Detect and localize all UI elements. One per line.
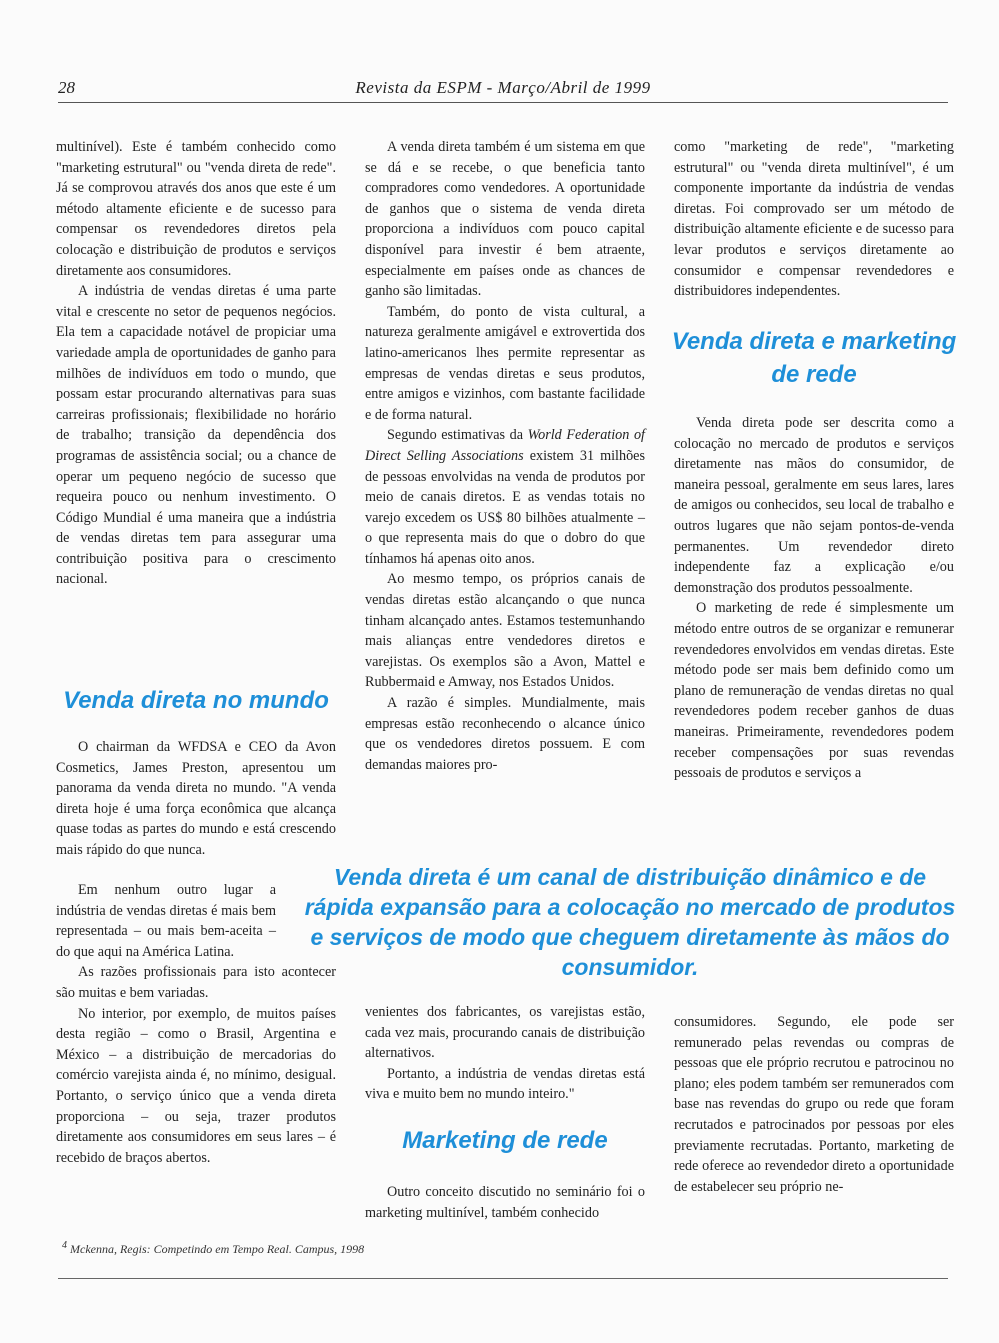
- section-heading-marketing-de-rede: Marketing de rede: [402, 1127, 608, 1154]
- paragraph: A razão é simples. Mundialmente, mais empresas estão reconhecendo o alcance único que os vendedores diretos possuem. E com demandas maiores pro-: [365, 695, 645, 773]
- text-run: Segundo estimativas da: [387, 427, 528, 444]
- paragraph: A venda direta também é um sistema em que se dá e se recebe, o que beneficia tanto compradores como vendedores. A oportunidade de ganhos que o sistema de venda direta proporciona a indivíduos com pouco capital disponível para investir é bem atraente, especialmente em países onde as chances de ganho são limitadas.: [365, 139, 645, 300]
- paragraph: O chairman da WFDSA e CEO da Avon Cosmetics, James Preston, apresentou um panorama da venda direta no mundo. "A venda direta hoje é uma força econômica que alcança quase todas as partes do mundo e está crescendo mais rápido do que nunca.: [56, 739, 336, 858]
- paragraph: consumidores. Segundo, ele pode ser remunerado pelas revendas ou compras de pessoas que ele próprio recrutou e patrocinou no plano; eles podem também ser remunerados com base nas revendas do grupo ou rede que foram recrutados e patrocinados por pessoas por eles previamente recrutadas. Portanto, marketing de rede oferece ao revendedor direto a oportunidade de estabelecer seu próprio ne-: [674, 1014, 954, 1195]
- column-1-middle: [56, 737, 336, 861]
- column-3-top: [674, 137, 954, 302]
- paragraph: Venda direta pode ser descrita como a colocação no mercado de produtos e serviços diretamente nas mãos do consumidor, de maneira pessoal, geralmente em seus lares, lares de amigos ou conhecidos, seu local de trabalho e outros lugares que não sejam pontos-de-venda permanentes. Um revendedor direto independente faz a explicação e/ou demonstração dos produtos pessoalmente.: [674, 415, 954, 596]
- paragraph: A indústria de vendas diretas é uma parte vital e crescente no setor de pequenos negócios. Ela tem a capacidade notável de propiciar uma variedade ampla de oportunidades de ganho para milhões de indivíduos em todo o mundo, que possam estar procurando alternativas para suas carreiras profissionais; flexibilidade no horário de trabalho; transição da dependência dos programas de assistência social; ou a chance de operar um pequeno negócio de sucesso que requeira pouco ou nenhum investimento. O Código Mundial é uma maneira que a indústria de vendas diretas tem para assegurar uma contribuição positiva para o crescimento nacional.: [56, 283, 336, 588]
- journal-title: Revista da ESPM - Março/Abril de 1999: [355, 78, 651, 97]
- paragraph: Em nenhum outro lugar a indústria de vendas diretas é mais bem representada – ou mais bem-aceita – do que aqui na América Latina.: [56, 882, 276, 960]
- column-1-bottom: [56, 880, 336, 1168]
- column-3-middle: [674, 413, 954, 784]
- column-2-top: [365, 137, 645, 775]
- footnote-marker: 4: [62, 1240, 67, 1251]
- column-3-bottom: [674, 1012, 954, 1197]
- paragraph: No interior, por exemplo, de muitos países desta região – como o Brasil, Argentina e México – a distribuição de mercadorias do comércio varejista ainda é, no mínimo, desigual. Portanto, o serviço único que a venda direta proporciona – ou seja, trazer produtos diretamente aos consumidores em seus lares – é recebido de braços abertos.: [56, 1005, 336, 1166]
- column-1-top: [56, 137, 336, 590]
- paragraph: Outro conceito discutido no seminário foi o marketing multinível, também conhecido: [365, 1184, 645, 1221]
- paragraph: O marketing de rede é simplesmente um método entre outros de se organizar e remunerar revendedores envolvidos em vendas diretas. Este método pode ser mais bem definido como um plano de remuneração de vendas diretas no qual revendedores podem receber ganhos de duas maneiras. Primeiramente, revendedores podem receber compensações por suas revendas pessoais de produtos e serviços a: [674, 600, 954, 782]
- footnote: [62, 1240, 662, 1257]
- section-heading-venda-direta-e-marketing-de-rede: Venda direta e marketing de rede: [671, 328, 957, 388]
- paragraph: Ao mesmo tempo, os próprios canais de vendas diretas estão alcançando o que nunca tinham alcançado antes. Estamos testemunhando mais alianças entre vendedores diretos e varejistas. Os exemplos são a Avon, Mattel e Rubbermaid e Amway, nos Estados Unidos.: [365, 571, 645, 691]
- header-rule: [58, 102, 948, 103]
- footer-rule: [58, 1278, 948, 1279]
- column-2-bottom: [365, 1002, 645, 1105]
- paragraph: como "marketing de rede", "marketing estrutural" ou "venda direta multinível", é um componente importante da indústria de vendas diretas. Foi comprovado ser um método de distribuição altamente eficiente e de sucesso para levar produtos e serviços diretamente ao consumidor e compensar revendedores e distribuidores independentes.: [674, 139, 954, 300]
- pull-quote: Venda direta é um canal de distribuição dinâmico e de rápida expansão para a colocação no mercado de produtos e serviços de modo que cheguem diretamente às mãos do consumidor.: [304, 864, 956, 980]
- paragraph: venientes dos fabricantes, os varejistas estão, cada vez mais, procurando canais de distribuição alternativos.: [365, 1004, 645, 1062]
- organization-name: World Federation of Direct Selling Associations: [365, 427, 645, 464]
- column-2-end: [365, 1182, 645, 1223]
- paragraph: [365, 425, 645, 569]
- paragraph: Portanto, a indústria de vendas diretas está viva e muito bem no mundo inteiro.": [365, 1065, 645, 1103]
- footnote-text: Mckenna, Regis: Competindo em Tempo Real. Campus, 1998: [70, 1242, 365, 1256]
- text-run: existem 31 milhões de pessoas envolvidas na venda de produtos por meio de canais diretos. E as vendas totais no varejo excedem os US$ 80 bilhões atualmente – o que representa mais do que o dobro do que tínhamos há apenas oito anos.: [365, 447, 645, 567]
- section-heading-venda-direta-no-mundo: Venda direta no mundo: [63, 687, 329, 714]
- page-header: [58, 78, 948, 104]
- paragraph: multinível). Este é também conhecido como "marketing estrutural" ou "venda direta de rede". Já se comprovou através dos anos que este é um método altamente eficiente e de sucesso para compensar os revendedores diretos pela colocação e distribuição de produtos e serviços diretamente aos consumidores.: [56, 139, 336, 279]
- paragraph: As razões profissionais para isto acontecer são muitas e bem variadas.: [56, 964, 336, 1001]
- page-number: 28: [58, 78, 75, 97]
- paragraph: Também, do ponto de vista cultural, a natureza geralmente amigável e extrovertida dos latino-americanos lhes permite representar as empresas de vendas diretas e seus produtos, entre amigos e vizinhos, com bastante facilidade e de forma natural.: [365, 303, 645, 423]
